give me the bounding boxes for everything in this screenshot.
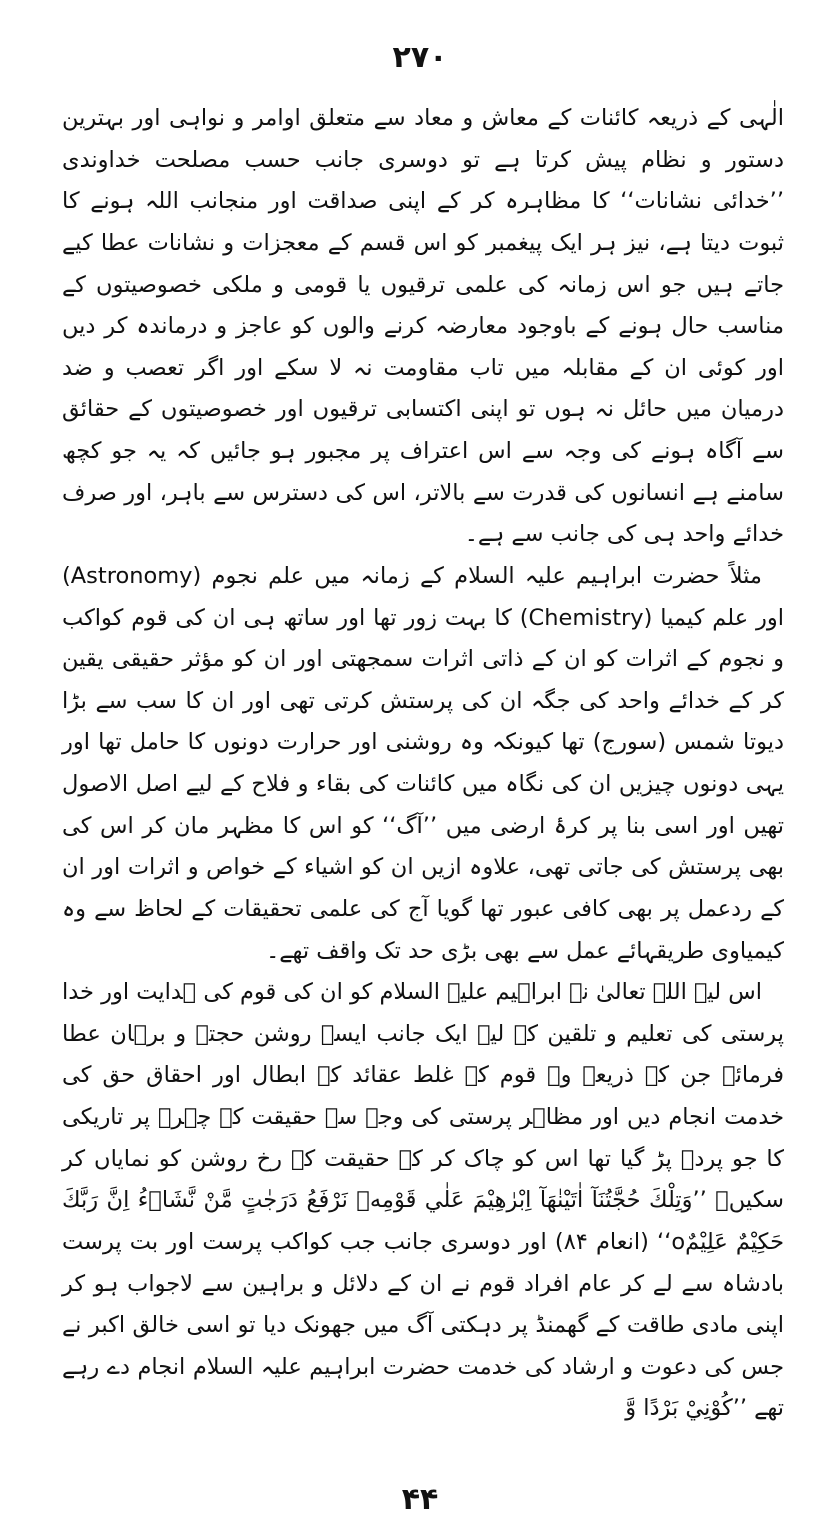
- paragraph-3: اس لیے اللہ تعالیٰ نے ابراہیم علیہ السلام کو ان کی قوم کی ہدایت اور خدا پرستی کی تعلیم و تلقین کے لیے ایک جانب ایسے روشن حجتہ و برہان عطا فرمائے جن کے ذریعہ وہ قوم کے غلط عقائد کے ابطال اور احقاق حق کی خدمت انجام دیں اور مظاہر پرستی کی وجہ سے حقیقت کے چہرہ پر تاریکی کا جو پردہ پڑ گیا تھا اس کو چاک کر کے حقیقت کے رخ روشن کو نمایاں کر سکیں۔ ’’وَتِلْكَ حُجَّتُنَآ اٰتَيْنٰهَآ اِبْرٰهِيْمَ عَلٰي قَوْمِهٖ نَرْفَعُ دَرَجٰتٍ مَّنْ نَّشَاۗءُ اِنَّ رَبَّكَ حَكِيْمٌ عَلِيْمٌo‘‘ (انعام ۸۴) اور دوسری جانب جب کواکب پرست اور بت پرست بادشاہ سے لے کر عام افراد قوم نے ان کے دلائل و براہین سے لاجواب ہو کر اپنی مادی طاقت کے گھمنڈ پر دہکتی آگ میں جھونک دیا تو اسی خالق اکبر نے جس کی دعوت و ارشاد کی خدمت حضرت ابراہیم علیہ السلام انجام دے رہے تھے ’’کُوْنِيْ بَرْدًا وَّ: [62, 979, 784, 1422]
- page-number-top: ۲۷۰: [392, 40, 448, 75]
- page-number-bottom: ۴۴: [401, 1482, 439, 1517]
- paragraph-1: الٰہی کے ذریعہ کائنات کے معاش و معاد سے متعلق اوامر و نواہی اور بہترین دستور و نظام پیش کرتا ہے تو دوسری جانب حسب مصلحت خداوندی ’’خدائی نشانات‘‘ کا مظاہرہ کر کے اپنی صداقت اور منجانب اللہ ہونے کا ثبوت دیتا ہے، نیز ہر ایک پیغمبر کو اس قسم کے معجزات و نشانات عطا کیے جاتے ہیں جو اس زمانہ کی علمی ترقیوں یا قومی و ملکی خصوصیتوں کے مناسب حال ہونے کے باوجود معارضہ کرنے والوں کو عاجز و درماندہ کر دیں اور کوئی ان کے مقابلہ میں تاب مقاومت نہ لا سکے اور اگر تعصب و ضد درمیان میں حائل نہ ہوں تو اپنی اکتسابی ترقیوں اور خصوصیتوں کے حقائق سے آگاہ ہونے کی وجہ سے اس اعتراف پر مجبور ہو جائیں کہ یہ جو کچھ سامنے ہے انسانوں کی قدرت سے بالاتر، اس کی دسترس سے باہر، اور صرف خدائے واحد ہی کی جانب سے ہے۔: [62, 105, 784, 548]
- body-text: [62, 98, 784, 1430]
- paragraph-2: مثلاً حضرت ابراہیم علیہ السلام کے زمانہ میں علم نجوم (Astronomy) اور علم کیمیا (Chemistry) کا بہت زور تھا اور ساتھ ہی ان کی قوم کواکب و نجوم کے اثرات کو ان کے ذاتی اثرات سمجھتی اور ان کو مؤثر حقیقی یقین کر کے خدائے واحد کی جگہ ان کی پرستش کرتی تھی اور ان کا سب سے بڑا دیوتا شمس (سورج) تھا کیونکہ وہ روشنی اور حرارت دونوں کا حامل تھا اور یہی دونوں چیزیں ان کی نگاہ میں کائنات کی بقاء و فلاح کے لیے اصل الاصول تھیں اور اسی بنا پر کرۂ ارضی میں ’’آگ‘‘ کو اس کا مظہر مان کر اس کی بھی پرستش کی جاتی تھی، علاوہ ازیں ان کو اشیاء کے خواص و اثرات اور ان کے ردعمل پر بھی کافی عبور تھا گویا آج کی علمی تحقیقات کے لحاظ سے وہ کیمیاوی طریقہائے عمل سے بھی بڑی حد تک واقف تھے۔: [62, 562, 784, 964]
